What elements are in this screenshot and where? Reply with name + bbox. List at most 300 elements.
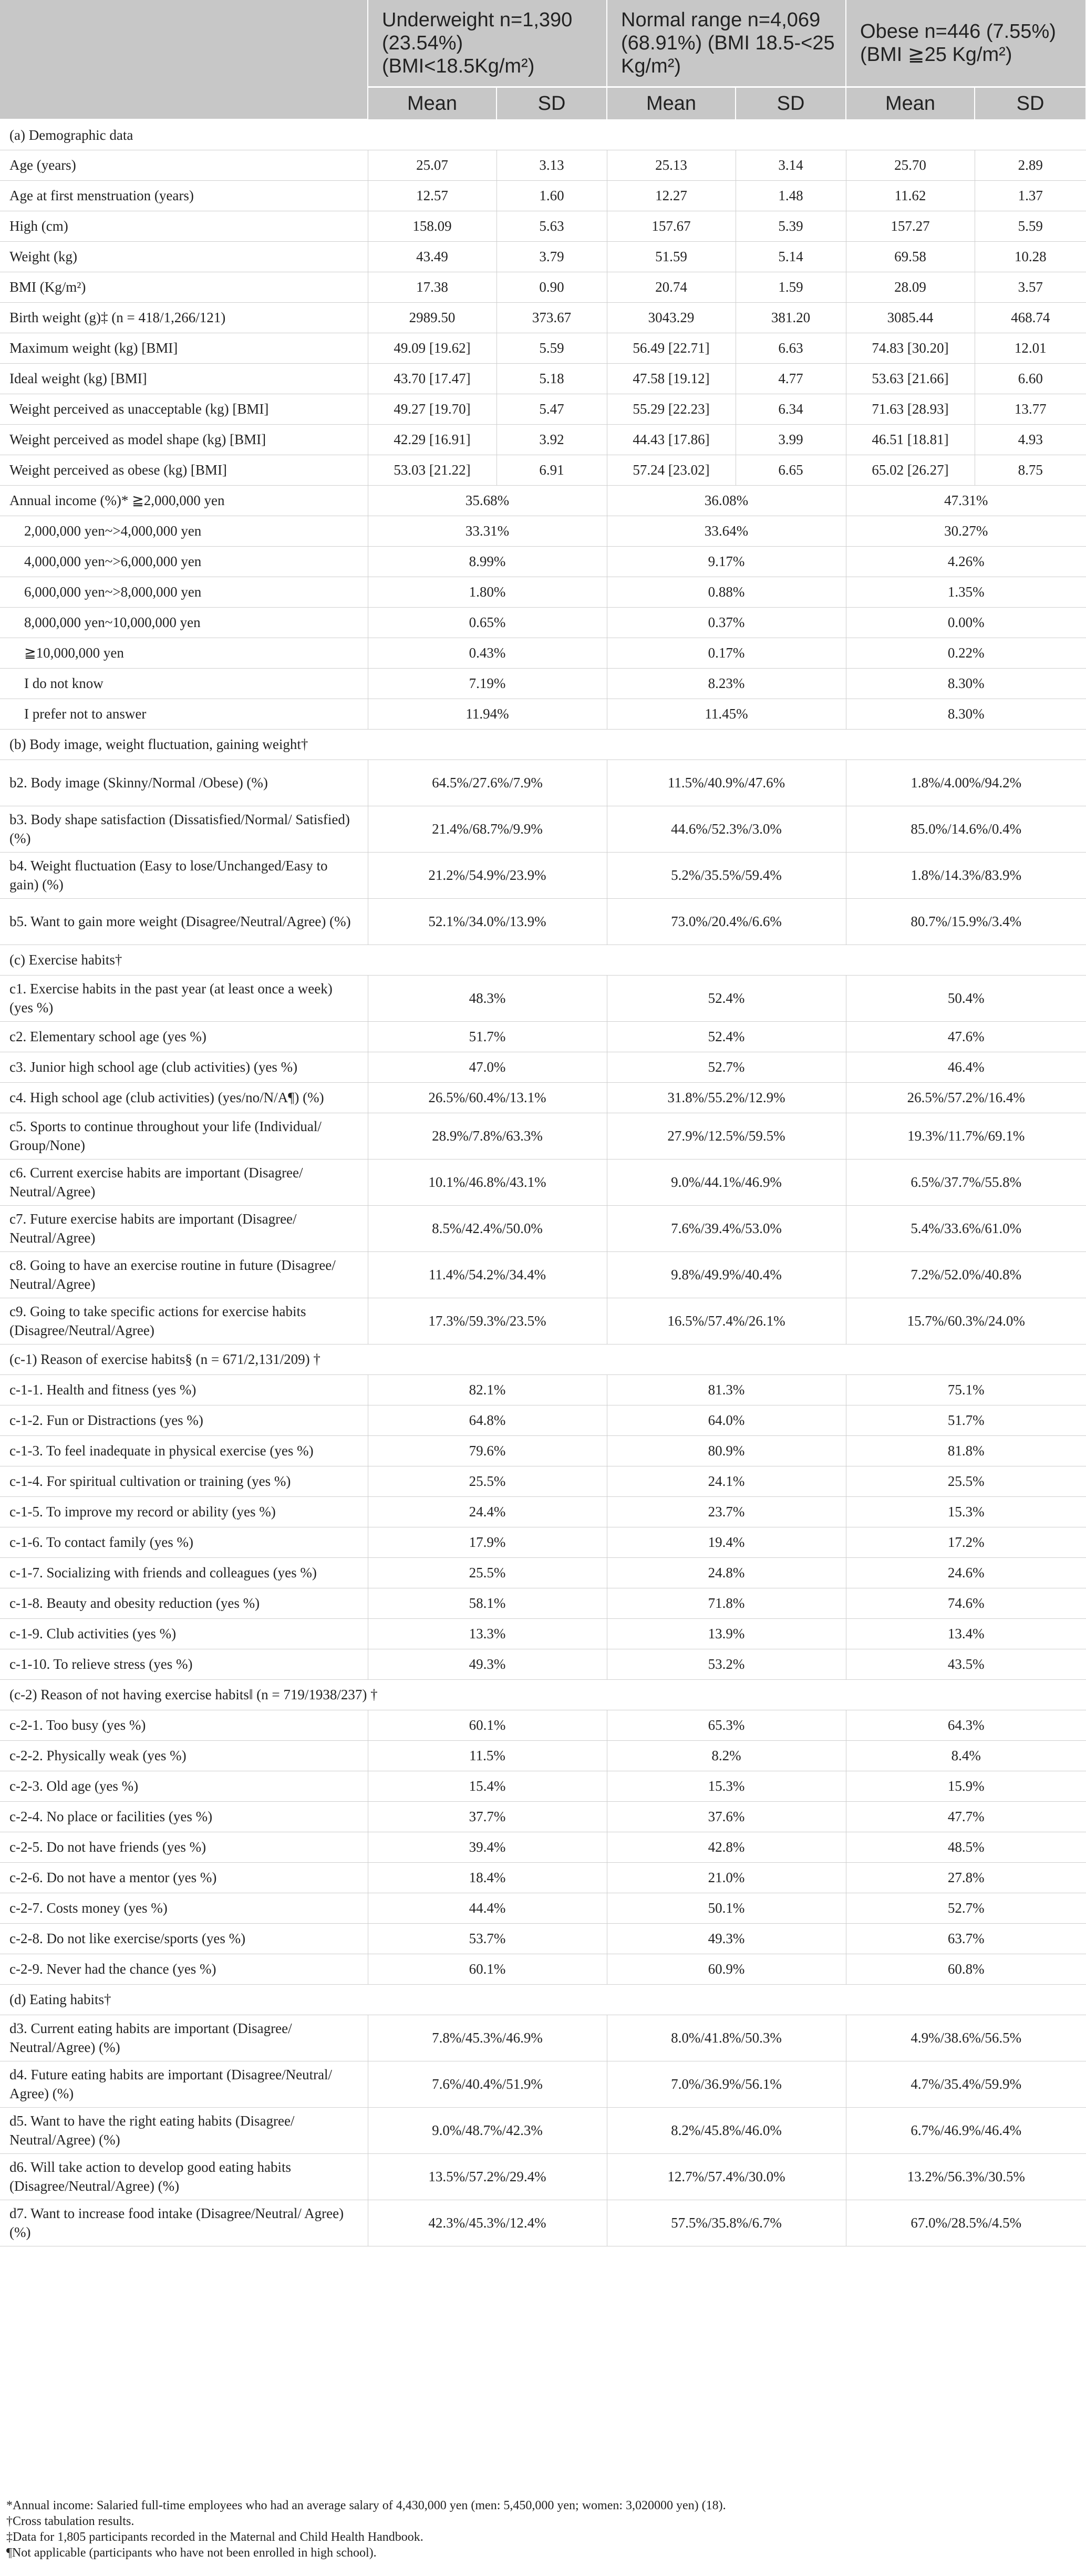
merged-value-cell: 1.8%/14.3%/83.9% xyxy=(846,852,1086,898)
row-label: c-1-10. To relieve stress (yes %) xyxy=(0,1649,368,1679)
table-row xyxy=(0,975,1086,1021)
section-row xyxy=(0,945,1086,975)
merged-value-cell: 37.7% xyxy=(368,1801,607,1832)
merged-value-cell: 5.4%/33.6%/61.0% xyxy=(846,1205,1086,1251)
mean-cell: 2989.50 xyxy=(368,302,497,333)
row-label: ≧10,000,000 yen xyxy=(0,638,368,668)
merged-value-cell: 17.9% xyxy=(368,1527,607,1557)
table-row xyxy=(0,1740,1086,1771)
merged-value-cell: 21.0% xyxy=(607,1862,846,1893)
header-underweight: Underweight n=1,390 (23.54%) (BMI<18.5Kg/m²) xyxy=(368,0,607,87)
table-row xyxy=(0,1082,1086,1113)
table-row xyxy=(0,1557,1086,1588)
sd-cell: 5.59 xyxy=(497,333,607,363)
merged-value-cell: 25.5% xyxy=(368,1557,607,1588)
merged-value-cell: 35.68% xyxy=(368,485,607,516)
merged-value-cell: 1.8%/4.00%/94.2% xyxy=(846,760,1086,806)
merged-value-cell: 15.4% xyxy=(368,1771,607,1801)
sd-cell: 5.47 xyxy=(497,394,607,424)
merged-value-cell: 64.5%/27.6%/7.9% xyxy=(368,760,607,806)
row-label: c5. Sports to continue throughout your life (Individual/ Group/None) xyxy=(0,1113,368,1159)
merged-value-cell: 4.7%/35.4%/59.9% xyxy=(846,2061,1086,2107)
mean-cell: 42.29 [16.91] xyxy=(368,424,497,455)
sd-cell: 5.59 xyxy=(975,211,1086,241)
merged-value-cell: 8.5%/42.4%/50.0% xyxy=(368,1205,607,1251)
sd-cell: 10.28 xyxy=(975,241,1086,272)
table-row xyxy=(0,1649,1086,1679)
row-label: c-1-5. To improve my record or ability (yes %) xyxy=(0,1496,368,1527)
mean-cell: 55.29 [22.23] xyxy=(607,394,736,424)
footnote: *Annual income: Salaried full-time employees who had an average salary of 4,430,000 yen (men: 5,450,000 yen; women: 3,020000 yen) (18). xyxy=(6,2499,726,2512)
merged-value-cell: 65.3% xyxy=(607,1710,846,1740)
mean-cell: 65.02 [26.27] xyxy=(846,455,975,485)
merged-value-cell: 19.3%/11.7%/69.1% xyxy=(846,1113,1086,1159)
merged-value-cell: 7.6%/39.4%/53.0% xyxy=(607,1205,846,1251)
row-label: c-2-6. Do not have a mentor (yes %) xyxy=(0,1862,368,1893)
table-row xyxy=(0,806,1086,852)
merged-value-cell: 16.5%/57.4%/26.1% xyxy=(607,1298,846,1344)
merged-value-cell: 52.4% xyxy=(607,975,846,1021)
merged-value-cell: 48.5% xyxy=(846,1832,1086,1862)
merged-value-cell: 31.8%/55.2%/12.9% xyxy=(607,1082,846,1113)
merged-value-cell: 7.8%/45.3%/46.9% xyxy=(368,2015,607,2061)
table-row xyxy=(0,516,1086,546)
merged-value-cell: 30.27% xyxy=(846,516,1086,546)
table-row xyxy=(0,241,1086,272)
sd-cell: 1.59 xyxy=(736,272,846,302)
row-label: c-1-2. Fun or Distractions (yes %) xyxy=(0,1405,368,1435)
mean-cell: 51.59 xyxy=(607,241,736,272)
table-row xyxy=(0,1496,1086,1527)
section-row xyxy=(0,1679,1086,1710)
merged-value-cell: 64.3% xyxy=(846,1710,1086,1740)
merged-value-cell: 33.31% xyxy=(368,516,607,546)
row-label: c-1-6. To contact family (yes %) xyxy=(0,1527,368,1557)
sd-cell: 3.13 xyxy=(497,150,607,180)
merged-value-cell: 63.7% xyxy=(846,1923,1086,1954)
merged-value-cell: 19.4% xyxy=(607,1527,846,1557)
merged-value-cell: 39.4% xyxy=(368,1832,607,1862)
section-label: (c-2) Reason of not having exercise habits‖ (n = 719/1938/237) † xyxy=(0,1679,1086,1710)
table-row xyxy=(0,1298,1086,1344)
sd-cell: 1.48 xyxy=(736,180,846,211)
sd-cell: 13.77 xyxy=(975,394,1086,424)
merged-value-cell: 0.17% xyxy=(607,638,846,668)
merged-value-cell: 21.4%/68.7%/9.9% xyxy=(368,806,607,852)
row-label: c-1-4. For spiritual cultivation or training (yes %) xyxy=(0,1466,368,1496)
mean-cell: 49.27 [19.70] xyxy=(368,394,497,424)
merged-value-cell: 6.7%/46.9%/46.4% xyxy=(846,2107,1086,2153)
merged-value-cell: 49.3% xyxy=(368,1649,607,1679)
merged-value-cell: 7.6%/40.4%/51.9% xyxy=(368,2061,607,2107)
mean-cell: 53.63 [21.66] xyxy=(846,363,975,394)
merged-value-cell: 10.1%/46.8%/43.1% xyxy=(368,1159,607,1205)
row-label: d3. Current eating habits are important (Disagree/ Neutral/Agree) (%) xyxy=(0,2015,368,2061)
merged-value-cell: 15.9% xyxy=(846,1771,1086,1801)
section-row xyxy=(0,1344,1086,1374)
merged-value-cell: 8.23% xyxy=(607,668,846,699)
merged-value-cell: 13.4% xyxy=(846,1618,1086,1649)
merged-value-cell: 53.7% xyxy=(368,1923,607,1954)
table-row xyxy=(0,1954,1086,1984)
merged-value-cell: 42.8% xyxy=(607,1832,846,1862)
row-label: Weight perceived as unacceptable (kg) [BMI] xyxy=(0,394,368,424)
table-row xyxy=(0,485,1086,516)
merged-value-cell: 75.1% xyxy=(846,1374,1086,1405)
sd-cell: 3.99 xyxy=(736,424,846,455)
merged-value-cell: 47.6% xyxy=(846,1021,1086,1052)
header-empty-cell xyxy=(0,0,368,119)
merged-value-cell: 74.6% xyxy=(846,1588,1086,1618)
mean-cell: 3085.44 xyxy=(846,302,975,333)
mean-cell: 25.13 xyxy=(607,150,736,180)
merged-value-cell: 8.2%/45.8%/46.0% xyxy=(607,2107,846,2153)
row-label: c7. Future exercise habits are important (Disagree/ Neutral/Agree) xyxy=(0,1205,368,1251)
merged-value-cell: 25.5% xyxy=(368,1466,607,1496)
merged-value-cell: 46.4% xyxy=(846,1052,1086,1082)
merged-value-cell: 44.6%/52.3%/3.0% xyxy=(607,806,846,852)
table-row xyxy=(0,2200,1086,2246)
merged-value-cell: 80.9% xyxy=(607,1435,846,1466)
merged-value-cell: 0.00% xyxy=(846,607,1086,638)
mean-cell: 12.57 xyxy=(368,180,497,211)
merged-value-cell: 17.3%/59.3%/23.5% xyxy=(368,1298,607,1344)
row-label: c-2-7. Costs money (yes %) xyxy=(0,1893,368,1923)
merged-value-cell: 80.7%/15.9%/3.4% xyxy=(846,898,1086,945)
table-row xyxy=(0,1374,1086,1405)
mean-cell: 56.49 [22.71] xyxy=(607,333,736,363)
table-row xyxy=(0,898,1086,945)
row-label: Weight (kg) xyxy=(0,241,368,272)
table-row xyxy=(0,638,1086,668)
row-label: 8,000,000 yen~10,000,000 yen xyxy=(0,607,368,638)
merged-value-cell: 0.37% xyxy=(607,607,846,638)
table-row xyxy=(0,1205,1086,1251)
mean-cell: 43.49 xyxy=(368,241,497,272)
row-label: b3. Body shape satisfaction (Dissatisfied/Normal/ Satisfied) (%) xyxy=(0,806,368,852)
table-row xyxy=(0,1113,1086,1159)
mean-cell: 46.51 [18.81] xyxy=(846,424,975,455)
mean-cell: 157.27 xyxy=(846,211,975,241)
footnote: ¶Not applicable (participants who have not been enrolled in high school). xyxy=(6,2546,377,2560)
section-row xyxy=(0,729,1086,760)
merged-value-cell: 6.5%/37.7%/55.8% xyxy=(846,1159,1086,1205)
sd-cell: 3.79 xyxy=(497,241,607,272)
table-row xyxy=(0,1832,1086,1862)
sd-cell: 6.63 xyxy=(736,333,846,363)
table-row xyxy=(0,760,1086,806)
sd-cell: 3.92 xyxy=(497,424,607,455)
merged-value-cell: 52.7% xyxy=(607,1052,846,1082)
merged-value-cell: 9.0%/44.1%/46.9% xyxy=(607,1159,846,1205)
row-label: c-1-1. Health and fitness (yes %) xyxy=(0,1374,368,1405)
row-label: Birth weight (g)‡ (n = 418/1,266/121) xyxy=(0,302,368,333)
merged-value-cell: 8.30% xyxy=(846,668,1086,699)
row-label: d4. Future eating habits are important (Disagree/Neutral/ Agree) (%) xyxy=(0,2061,368,2107)
merged-value-cell: 52.1%/34.0%/13.9% xyxy=(368,898,607,945)
section-label: (b) Body image, weight fluctuation, gaining weight† xyxy=(0,729,1086,760)
table-row xyxy=(0,1893,1086,1923)
merged-value-cell: 25.5% xyxy=(846,1466,1086,1496)
table-row xyxy=(0,394,1086,424)
merged-value-cell: 60.9% xyxy=(607,1954,846,1984)
merged-value-cell: 27.9%/12.5%/59.5% xyxy=(607,1113,846,1159)
merged-value-cell: 13.2%/56.3%/30.5% xyxy=(846,2153,1086,2200)
row-label: 2,000,000 yen~>4,000,000 yen xyxy=(0,516,368,546)
merged-value-cell: 11.94% xyxy=(368,699,607,729)
row-label: c-2-3. Old age (yes %) xyxy=(0,1771,368,1801)
merged-value-cell: 50.4% xyxy=(846,975,1086,1021)
merged-value-cell: 26.5%/57.2%/16.4% xyxy=(846,1082,1086,1113)
sd-cell: 12.01 xyxy=(975,333,1086,363)
merged-value-cell: 24.4% xyxy=(368,1496,607,1527)
merged-value-cell: 47.7% xyxy=(846,1801,1086,1832)
row-label: I prefer not to answer xyxy=(0,699,368,729)
table-row xyxy=(0,2107,1086,2153)
merged-value-cell: 9.8%/49.9%/40.4% xyxy=(607,1251,846,1298)
table-row xyxy=(0,272,1086,302)
row-label: Annual income (%)* ≧2,000,000 yen xyxy=(0,485,368,516)
sd-cell: 3.57 xyxy=(975,272,1086,302)
sd-cell: 4.93 xyxy=(975,424,1086,455)
table-row xyxy=(0,607,1086,638)
merged-value-cell: 11.45% xyxy=(607,699,846,729)
merged-value-cell: 33.64% xyxy=(607,516,846,546)
merged-value-cell: 53.2% xyxy=(607,1649,846,1679)
table-row xyxy=(0,211,1086,241)
row-label: Weight perceived as model shape (kg) [BMI] xyxy=(0,424,368,455)
merged-value-cell: 18.4% xyxy=(368,1862,607,1893)
table-row xyxy=(0,1923,1086,1954)
merged-value-cell: 60.1% xyxy=(368,1954,607,1984)
merged-value-cell: 9.0%/48.7%/42.3% xyxy=(368,2107,607,2153)
merged-value-cell: 52.7% xyxy=(846,1893,1086,1923)
footnotes xyxy=(0,2498,1078,2561)
row-label: c9. Going to take specific actions for exercise habits (Disagree/Neutral/Agree) xyxy=(0,1298,368,1344)
row-label: Ideal weight (kg) [BMI] xyxy=(0,363,368,394)
row-label: c-2-8. Do not like exercise/sports (yes %) xyxy=(0,1923,368,1954)
table-row xyxy=(0,852,1086,898)
sd-cell: 1.37 xyxy=(975,180,1086,211)
sd-cell: 381.20 xyxy=(736,302,846,333)
sd-cell: 6.60 xyxy=(975,363,1086,394)
row-label: c4. High school age (club activities) (yes/no/N/A¶) (%) xyxy=(0,1082,368,1113)
row-label: 4,000,000 yen~>6,000,000 yen xyxy=(0,546,368,577)
row-label: b5. Want to gain more weight (Disagree/Neutral/Agree) (%) xyxy=(0,898,368,945)
mean-cell: 17.38 xyxy=(368,272,497,302)
table-row xyxy=(0,363,1086,394)
sd-cell: 5.39 xyxy=(736,211,846,241)
merged-value-cell: 47.0% xyxy=(368,1052,607,1082)
merged-value-cell: 85.0%/14.6%/0.4% xyxy=(846,806,1086,852)
section-row xyxy=(0,119,1086,150)
merged-value-cell: 0.65% xyxy=(368,607,607,638)
section-label: (c) Exercise habits† xyxy=(0,945,1086,975)
merged-value-cell: 57.5%/35.8%/6.7% xyxy=(607,2200,846,2246)
table-row xyxy=(0,1021,1086,1052)
merged-value-cell: 8.4% xyxy=(846,1740,1086,1771)
merged-value-cell: 8.99% xyxy=(368,546,607,577)
section-row xyxy=(0,1984,1086,2015)
table-body xyxy=(0,119,1086,2246)
row-label: c2. Elementary school age (yes %) xyxy=(0,1021,368,1052)
table-row xyxy=(0,2061,1086,2107)
mean-cell: 25.70 xyxy=(846,150,975,180)
table-row xyxy=(0,150,1086,180)
mean-cell: 3043.29 xyxy=(607,302,736,333)
merged-value-cell: 4.26% xyxy=(846,546,1086,577)
merged-value-cell: 9.17% xyxy=(607,546,846,577)
row-label: c-1-9. Club activities (yes %) xyxy=(0,1618,368,1649)
merged-value-cell: 11.4%/54.2%/34.4% xyxy=(368,1251,607,1298)
merged-value-cell: 36.08% xyxy=(607,485,846,516)
table-row xyxy=(0,1251,1086,1298)
merged-value-cell: 28.9%/7.8%/63.3% xyxy=(368,1113,607,1159)
mean-cell: 69.58 xyxy=(846,241,975,272)
sd-cell: 6.91 xyxy=(497,455,607,485)
mean-cell: 28.09 xyxy=(846,272,975,302)
row-label: c8. Going to have an exercise routine in future (Disagree/ Neutral/Agree) xyxy=(0,1251,368,1298)
row-label: c-2-9. Never had the chance (yes %) xyxy=(0,1954,368,1984)
table-row xyxy=(0,699,1086,729)
merged-value-cell: 0.43% xyxy=(368,638,607,668)
sd-cell: 1.60 xyxy=(497,180,607,211)
merged-value-cell: 13.3% xyxy=(368,1618,607,1649)
merged-value-cell: 8.30% xyxy=(846,699,1086,729)
merged-value-cell: 60.1% xyxy=(368,1710,607,1740)
sd-cell: 373.67 xyxy=(497,302,607,333)
mean-cell: 25.07 xyxy=(368,150,497,180)
merged-value-cell: 58.1% xyxy=(368,1588,607,1618)
merged-value-cell: 67.0%/28.5%/4.5% xyxy=(846,2200,1086,2246)
table-row xyxy=(0,1710,1086,1740)
merged-value-cell: 21.2%/54.9%/23.9% xyxy=(368,852,607,898)
section-label: (d) Eating habits† xyxy=(0,1984,1086,2015)
row-label: Age (years) xyxy=(0,150,368,180)
table-row xyxy=(0,1527,1086,1557)
row-label: c6. Current exercise habits are important (Disagree/ Neutral/Agree) xyxy=(0,1159,368,1205)
merged-value-cell: 5.2%/35.5%/59.4% xyxy=(607,852,846,898)
header-obese: Obese n=446 (7.55%) (BMI ≧25 Kg/m²) xyxy=(846,0,1086,87)
merged-value-cell: 11.5% xyxy=(368,1740,607,1771)
mean-cell: 74.83 [30.20] xyxy=(846,333,975,363)
merged-value-cell: 7.19% xyxy=(368,668,607,699)
table-row xyxy=(0,1052,1086,1082)
merged-value-cell: 48.3% xyxy=(368,975,607,1021)
merged-value-cell: 42.3%/45.3%/12.4% xyxy=(368,2200,607,2246)
table-row xyxy=(0,668,1086,699)
row-label: I do not know xyxy=(0,668,368,699)
merged-value-cell: 15.3% xyxy=(607,1771,846,1801)
merged-value-cell: 24.6% xyxy=(846,1557,1086,1588)
row-label: b4. Weight fluctuation (Easy to lose/Unchanged/Easy to gain) (%) xyxy=(0,852,368,898)
footnote: ‡Data for 1,805 participants recorded in the Maternal and Child Health Handbook. xyxy=(6,2530,423,2544)
table-row xyxy=(0,455,1086,485)
row-label: High (cm) xyxy=(0,211,368,241)
mean-cell: 53.03 [21.22] xyxy=(368,455,497,485)
sd-cell: 4.77 xyxy=(736,363,846,394)
sd-cell: 2.89 xyxy=(975,150,1086,180)
merged-value-cell: 64.8% xyxy=(368,1405,607,1435)
section-label: (a) Demographic data xyxy=(0,119,1086,150)
table-row xyxy=(0,1862,1086,1893)
merged-value-cell: 17.2% xyxy=(846,1527,1086,1557)
merged-value-cell: 49.3% xyxy=(607,1923,846,1954)
table-row xyxy=(0,577,1086,607)
row-label: d5. Want to have the right eating habits (Disagree/ Neutral/Agree) (%) xyxy=(0,2107,368,2153)
table-row xyxy=(0,1405,1086,1435)
sd-cell: 8.75 xyxy=(975,455,1086,485)
merged-value-cell: 81.8% xyxy=(846,1435,1086,1466)
merged-value-cell: 7.2%/52.0%/40.8% xyxy=(846,1251,1086,1298)
section-label: (c-1) Reason of exercise habits§ (n = 671/2,131/209) † xyxy=(0,1344,1086,1374)
merged-value-cell: 1.80% xyxy=(368,577,607,607)
merged-value-cell: 64.0% xyxy=(607,1405,846,1435)
merged-value-cell: 44.4% xyxy=(368,1893,607,1923)
merged-value-cell: 0.22% xyxy=(846,638,1086,668)
merged-value-cell: 27.8% xyxy=(846,1862,1086,1893)
table-row xyxy=(0,1159,1086,1205)
row-label: b2. Body image (Skinny/Normal /Obese) (%) xyxy=(0,760,368,806)
sd-cell: 5.63 xyxy=(497,211,607,241)
row-label: d6. Will take action to develop good eating habits (Disagree/Neutral/Agree) (%) xyxy=(0,2153,368,2200)
row-label: d7. Want to increase food intake (Disagree/Neutral/ Agree) (%) xyxy=(0,2200,368,2246)
footnote: †Cross tabulation results. xyxy=(6,2515,135,2528)
row-label: c-1-3. To feel inadequate in physical exercise (yes %) xyxy=(0,1435,368,1466)
mean-cell: 57.24 [23.02] xyxy=(607,455,736,485)
header-mean: Mean xyxy=(846,87,975,120)
row-label: 6,000,000 yen~>8,000,000 yen xyxy=(0,577,368,607)
header-mean: Mean xyxy=(607,87,736,120)
header-sd: SD xyxy=(497,87,607,120)
row-label: c-2-5. Do not have friends (yes %) xyxy=(0,1832,368,1862)
mean-cell: 11.62 xyxy=(846,180,975,211)
row-label: c-2-2. Physically weak (yes %) xyxy=(0,1740,368,1771)
mean-cell: 43.70 [17.47] xyxy=(368,363,497,394)
row-label: c3. Junior high school age (club activities) (yes %) xyxy=(0,1052,368,1082)
row-label: c-2-4. No place or facilities (yes %) xyxy=(0,1801,368,1832)
merged-value-cell: 0.88% xyxy=(607,577,846,607)
merged-value-cell: 24.8% xyxy=(607,1557,846,1588)
row-label: Weight perceived as obese (kg) [BMI] xyxy=(0,455,368,485)
table-row xyxy=(0,1435,1086,1466)
header-normal: Normal range n=4,069 (68.91%) (BMI 18.5-<25 Kg/m²) xyxy=(607,0,846,87)
merged-value-cell: 52.4% xyxy=(607,1021,846,1052)
merged-value-cell: 4.9%/38.6%/56.5% xyxy=(846,2015,1086,2061)
mean-cell: 71.63 [28.93] xyxy=(846,394,975,424)
row-label: BMI (Kg/m²) xyxy=(0,272,368,302)
mean-cell: 157.67 xyxy=(607,211,736,241)
row-label: c-2-1. Too busy (yes %) xyxy=(0,1710,368,1740)
table-row xyxy=(0,1466,1086,1496)
table-row xyxy=(0,1771,1086,1801)
sd-cell: 468.74 xyxy=(975,302,1086,333)
table-row xyxy=(0,180,1086,211)
merged-value-cell: 13.9% xyxy=(607,1618,846,1649)
mean-cell: 12.27 xyxy=(607,180,736,211)
mean-cell: 44.43 [17.86] xyxy=(607,424,736,455)
merged-value-cell: 8.2% xyxy=(607,1740,846,1771)
row-label: Maximum weight (kg) [BMI] xyxy=(0,333,368,363)
merged-value-cell: 60.8% xyxy=(846,1954,1086,1984)
merged-value-cell: 51.7% xyxy=(846,1405,1086,1435)
mean-cell: 20.74 xyxy=(607,272,736,302)
table-row xyxy=(0,546,1086,577)
header-sd: SD xyxy=(975,87,1086,120)
merged-value-cell: 12.7%/57.4%/30.0% xyxy=(607,2153,846,2200)
table-row xyxy=(0,2015,1086,2061)
row-label: c-1-8. Beauty and obesity reduction (yes %) xyxy=(0,1588,368,1618)
